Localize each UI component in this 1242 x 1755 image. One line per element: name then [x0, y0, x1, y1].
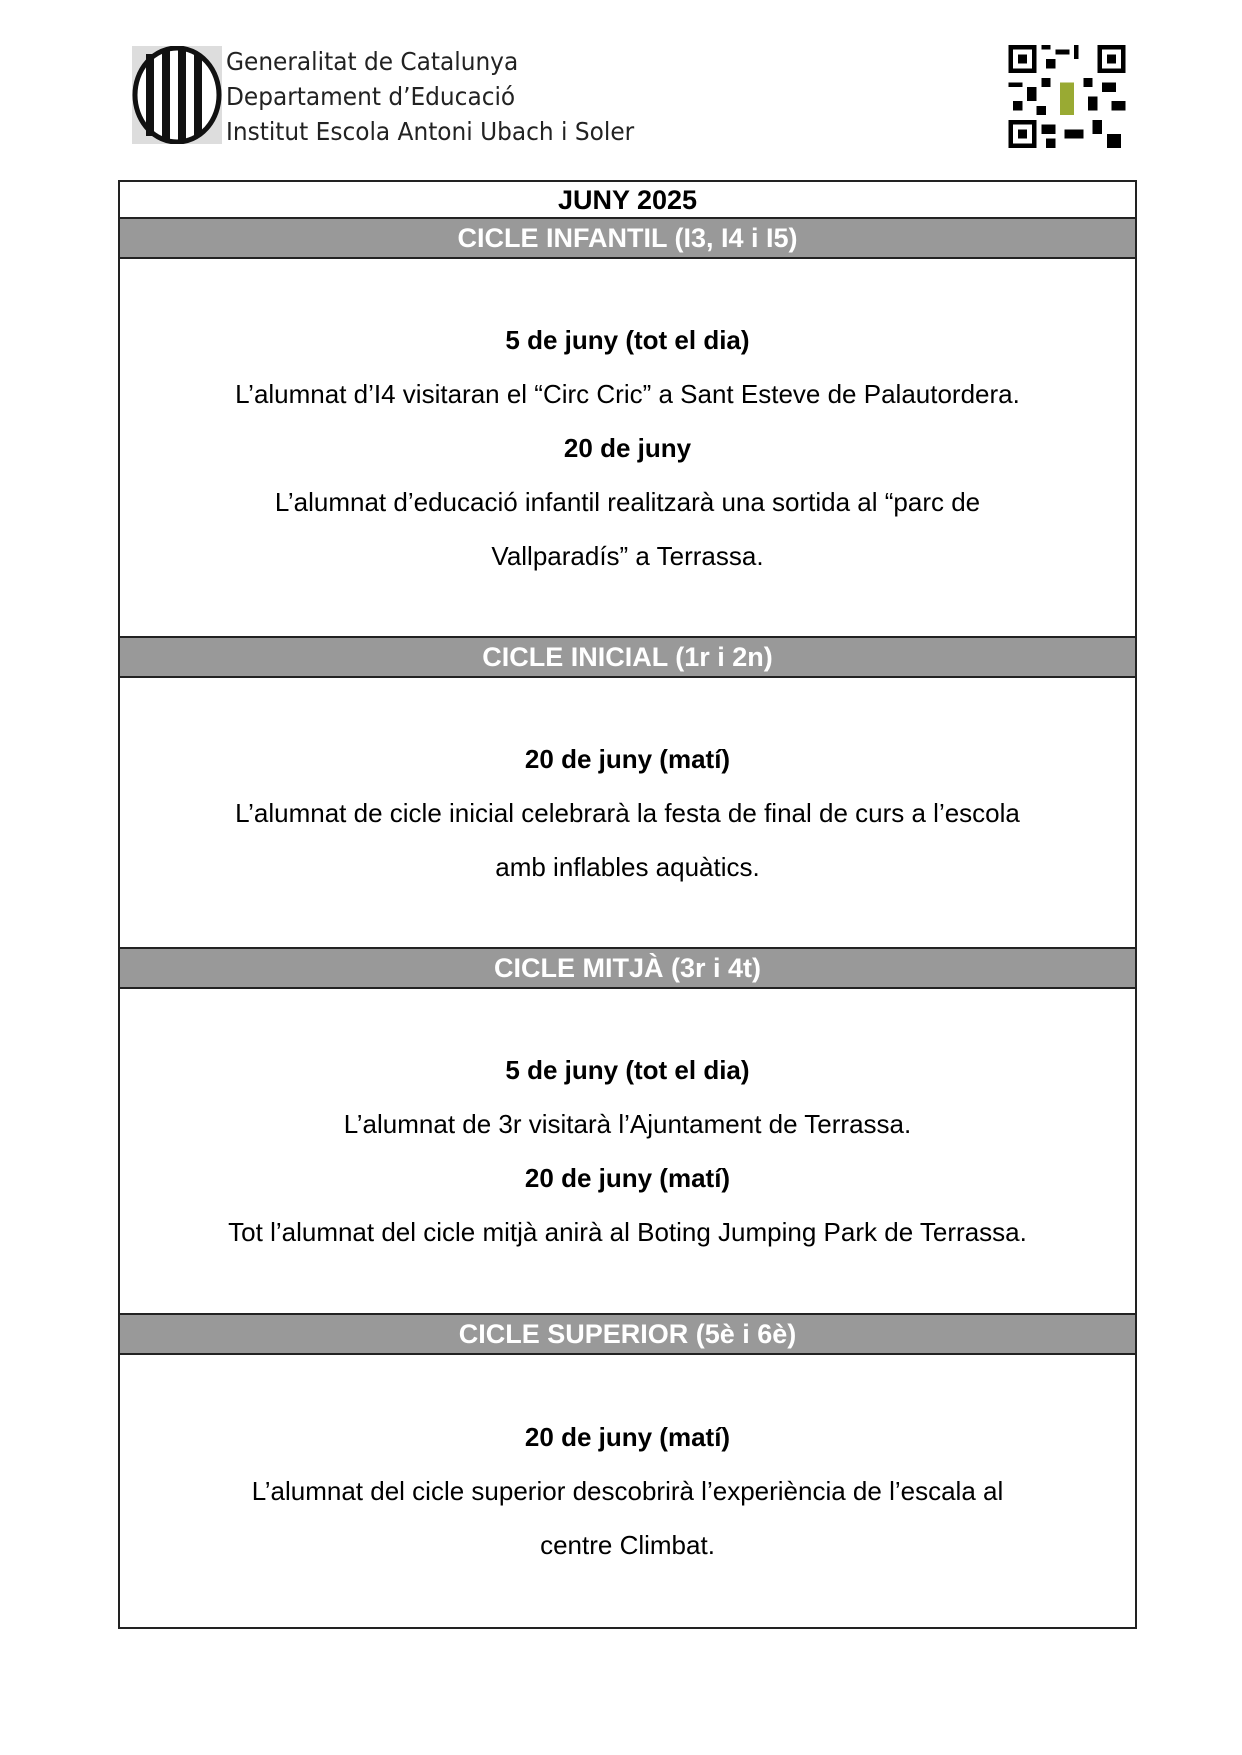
event-text: centre Climbat. [540, 1530, 715, 1560]
month-title: JUNY 2025 [120, 182, 1135, 219]
event-text: L’alumnat de 3r visitarà l’Ajuntament de Terrassa. [343, 1109, 912, 1139]
section-heading: CICLE INICIAL (1r i 2n) [120, 638, 1135, 678]
event-text: Tot l’alumnat del cicle mitjà anirà al Boting Jumping Park de Terrassa. [228, 1217, 1027, 1247]
section-heading: CICLE INFANTIL (I3, I4 i I5) [120, 219, 1135, 259]
section-content [120, 678, 1135, 949]
event-text: L’alumnat d’I4 visitaran el “Circ Cric” a Sant Esteve de Palautordera. [235, 378, 1020, 409]
event-date: 20 de juny (matí) [524, 1422, 731, 1452]
section-content [120, 989, 1135, 1315]
event-date: 20 de juny (matí) [524, 743, 731, 774]
qr-code [1008, 45, 1126, 148]
section-heading: CICLE SUPERIOR (5è i 6è) [120, 1315, 1135, 1355]
event-text: L’alumnat de cicle inicial celebrarà la festa de final de curs a l’escola [235, 797, 1020, 828]
event-date: 5 de juny (tot el dia) [505, 1055, 750, 1085]
section-heading: CICLE MITJÀ (3r i 4t) [120, 949, 1135, 989]
event-text: L’alumnat del cicle superior descobrirà l’experiència de l’escala al [251, 1476, 1004, 1506]
event-date: 5 de juny (tot el dia) [505, 324, 750, 355]
org-line: Institut Escola Antoni Ubach i Soler [226, 117, 635, 146]
section-content [120, 259, 1135, 638]
org-line: Departament d’Educació [226, 82, 516, 111]
calendar-table [118, 180, 1137, 1629]
organization-name [226, 44, 634, 149]
event-text: L’alumnat d’educació infantil realitzarà una sortida al “parc de [274, 486, 981, 517]
generalitat-logo [132, 46, 222, 144]
section-content [120, 1355, 1135, 1627]
event-text: Vallparadís” a Terrassa. [491, 540, 764, 571]
event-text: amb inflables aquàtics. [495, 851, 760, 882]
event-date: 20 de juny (matí) [524, 1163, 731, 1193]
org-line: Generalitat de Catalunya [226, 47, 519, 76]
event-date: 20 de juny [563, 432, 692, 463]
